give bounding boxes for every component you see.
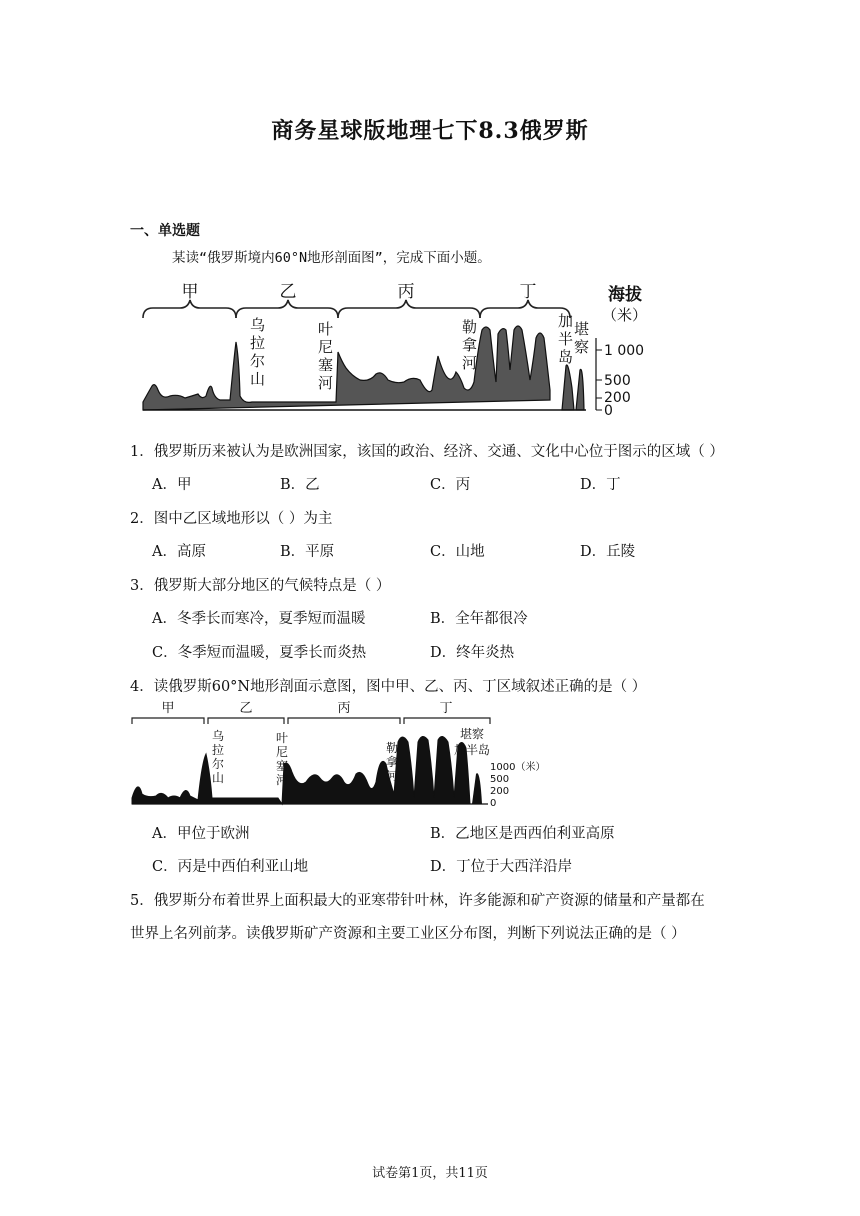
svg-text:叶: 叶 xyxy=(276,731,289,745)
svg-text:1 000: 1 000 xyxy=(604,343,645,359)
q3-option-a[interactable]: A．冬季长而寒冷，夏季短而温暖 xyxy=(152,611,366,627)
svg-text:500: 500 xyxy=(490,774,510,785)
region-label-jia: 甲 xyxy=(161,701,175,716)
yenisei-label xyxy=(276,731,288,787)
q2-option-a[interactable]: A．高原 xyxy=(152,544,206,560)
svg-text:河: 河 xyxy=(318,374,334,392)
svg-text:察: 察 xyxy=(574,338,590,356)
svg-text:塞: 塞 xyxy=(318,356,334,374)
q3-option-d[interactable]: D．终年炎热 xyxy=(430,645,515,661)
svg-text:山: 山 xyxy=(250,370,266,388)
q4-option-a[interactable]: A．甲位于欧洲 xyxy=(152,826,250,842)
svg-text:拿: 拿 xyxy=(462,336,478,354)
elevation-axis xyxy=(596,284,647,418)
terrain-profile-figure-2 xyxy=(128,698,548,810)
region-braces xyxy=(143,300,570,318)
q2-option-c[interactable]: C．山地 xyxy=(430,544,485,560)
ural-label xyxy=(250,316,265,388)
q4-option-b[interactable]: B．乙地区是西西伯利亚高原 xyxy=(430,826,615,842)
question-3: 3．俄罗斯大部分地区的气候特点是（ ） xyxy=(130,578,391,594)
svg-text:拿: 拿 xyxy=(386,755,399,769)
svg-text:塞: 塞 xyxy=(276,759,289,773)
q3-option-c[interactable]: C．冬季短而温暖，夏季长而炎热 xyxy=(152,645,367,661)
region-label-ding: 丁 xyxy=(439,701,453,716)
svg-text:堪: 堪 xyxy=(574,320,590,338)
question-4: 4．读俄罗斯60°N地形剖面示意图，图中甲、乙、丙、丁区域叙述正确的是（ ） xyxy=(130,679,647,695)
elevation-unit: （米） xyxy=(602,306,648,324)
svg-text:半: 半 xyxy=(558,330,574,348)
region-brackets xyxy=(132,718,490,724)
terrain-profile-figure-1 xyxy=(140,278,660,418)
q1-option-b[interactable]: B．乙 xyxy=(280,477,320,493)
q1-option-d[interactable]: D．丁 xyxy=(580,477,621,493)
kamchatka-label-line2: 加半岛 xyxy=(454,743,491,757)
region-label-yi: 乙 xyxy=(279,282,297,302)
svg-text:乌: 乌 xyxy=(250,316,266,334)
page-footer: 试卷第1页，共11页 xyxy=(372,1166,488,1181)
svg-text:勒: 勒 xyxy=(462,318,478,336)
ural-label xyxy=(212,728,224,785)
region-label-ding: 丁 xyxy=(519,282,537,302)
svg-text:乌: 乌 xyxy=(212,729,225,743)
svg-text:200: 200 xyxy=(490,786,510,797)
kamchatka-label-line1: 堪察 xyxy=(460,727,485,741)
question-5-line-1: 5．俄罗斯分布着世界上面积最大的亚寒带针叶林，许多能源和矿产资源的储量和产量都在 xyxy=(130,893,705,909)
region-label-bing: 丙 xyxy=(397,282,415,302)
q1-option-a[interactable]: A．甲 xyxy=(152,477,192,493)
svg-text:1000（米）: 1000（米） xyxy=(490,762,546,773)
svg-text:尔: 尔 xyxy=(212,757,225,771)
svg-text:200: 200 xyxy=(604,390,631,406)
svg-text:加: 加 xyxy=(558,312,574,330)
region-label-bing: 丙 xyxy=(337,701,351,716)
lena-label xyxy=(386,740,398,783)
terrain-kamchatka xyxy=(562,365,584,410)
terrain-area xyxy=(132,736,470,804)
q1-option-c[interactable]: C．丙 xyxy=(430,477,471,493)
svg-text:拉: 拉 xyxy=(212,743,225,757)
q4-option-d[interactable]: D．丁位于大西洋沿岸 xyxy=(430,859,573,875)
svg-text:河: 河 xyxy=(276,773,289,787)
kamchatka-label xyxy=(558,312,589,366)
svg-text:500: 500 xyxy=(604,373,631,389)
svg-text:河: 河 xyxy=(386,769,399,783)
svg-text:山: 山 xyxy=(212,771,225,785)
svg-text:拉: 拉 xyxy=(250,334,266,352)
svg-text:河: 河 xyxy=(462,354,478,372)
q4-option-c[interactable]: C．丙是中西伯利亚山地 xyxy=(152,859,309,875)
yenisei-label xyxy=(318,320,333,392)
terrain-kamchatka xyxy=(472,773,482,804)
intro-text: 某读“俄罗斯境内60°N地形剖面图”，完成下面小题。 xyxy=(172,250,491,266)
svg-text:尼: 尼 xyxy=(318,338,334,356)
region-label-yi: 乙 xyxy=(239,701,253,716)
svg-text:0: 0 xyxy=(490,798,497,809)
section-heading: 一、单选题 xyxy=(130,223,200,239)
q2-option-d[interactable]: D．丘陵 xyxy=(580,544,636,560)
elevation-axis xyxy=(490,760,545,809)
q3-option-b[interactable]: B．全年都很冷 xyxy=(430,611,528,627)
svg-text:尼: 尼 xyxy=(276,745,289,759)
svg-text:尔: 尔 xyxy=(250,352,266,370)
region-label-jia: 甲 xyxy=(181,282,199,302)
q2-option-b[interactable]: B．平原 xyxy=(280,544,335,560)
svg-text:勒: 勒 xyxy=(386,741,399,755)
question-1: 1．俄罗斯历来被认为是欧洲国家，该国的政治、经济、交通、文化中心位于图示的区域（ ） xyxy=(130,444,724,460)
question-2: 2．图中乙区域地形以（ ）为主 xyxy=(130,511,333,527)
page-title: 商务星球版地理七下8.3俄罗斯 xyxy=(271,118,589,144)
svg-text:0: 0 xyxy=(604,403,613,418)
terrain-area xyxy=(143,326,550,410)
svg-text:叶: 叶 xyxy=(318,320,334,338)
elevation-title: 海拔 xyxy=(608,285,642,305)
question-5-line-2: 世界上名列前茅。读俄罗斯矿产资源和主要工业区分布图，判断下列说法正确的是（ ） xyxy=(130,926,686,942)
svg-text:岛: 岛 xyxy=(558,348,574,366)
lena-label xyxy=(462,318,477,372)
